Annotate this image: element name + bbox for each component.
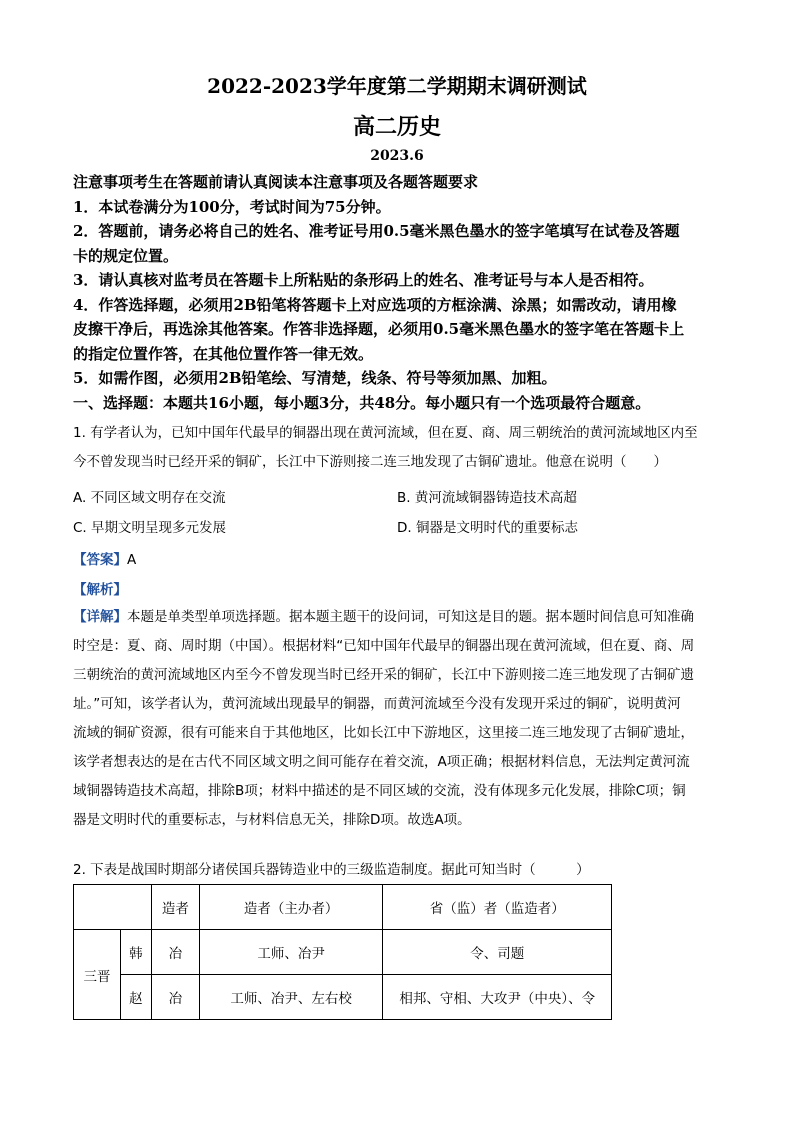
table-cell-host: 工师、冶尹、左右校 <box>199 975 383 1020</box>
exam-title: 2022-2023学年度第二学期期末调研测试 <box>207 74 587 98</box>
table-cell-state: 韩 <box>120 930 151 975</box>
table-cell-maker: 冶 <box>151 975 199 1020</box>
option-a: A. 不同区域文明存在交流 <box>73 490 226 506</box>
table-corner-cell <box>74 885 152 930</box>
table-row <box>74 975 612 1020</box>
notice-line: 卡的规定位置。 <box>73 246 179 265</box>
table-cell-host: 工师、冶尹 <box>199 930 383 975</box>
option-d: D. 铜器是文明时代的重要标志 <box>397 520 578 536</box>
table-header-row <box>74 885 612 930</box>
notice-line: 注意事项考生在答题前请认真阅读本注意事项及各题答题要求 <box>73 173 479 191</box>
exam-date: 2023.6 <box>370 148 424 164</box>
detail-line: 该学者想表达的是在古代不同区域文明之间可能存在着交流，A项正确；根据材料信息，无法判定黄河流 <box>73 754 690 770</box>
notice-line: 5．如需作图，必须用2B铅笔绘、写清楚，线条、符号等须加黑、加粗。 <box>73 369 557 387</box>
table-header-cell: 造者（主办者） <box>199 885 383 930</box>
notice-line: 3．请认真核对监考员在答题卡上所粘贴的条形码上的姓名、准考证号与本人是否相符。 <box>73 271 654 289</box>
detail-text: 本题是单类型单项选择题。据本题主题干的设问词，可知这是目的题。据本题时间信息可知准确 <box>127 609 694 625</box>
exam-subject: 高二历史 <box>352 114 441 140</box>
table-row <box>74 930 612 975</box>
answer-value: A <box>127 552 137 568</box>
notice-section <box>73 170 723 415</box>
analysis-row <box>73 578 127 598</box>
question-2-stem: 2. 下表是战国时期部分诸侯国兵器铸造业中的三级监造制度。据此可知当时（ ） <box>73 862 590 878</box>
answer-row <box>73 548 136 568</box>
detail-line: 流域的铜矿资源，很有可能来自于其他地区，比如长江中下游地区，这里接二连三地发现了古铜矿遗址， <box>73 725 694 741</box>
table-cell-supervisor: 相邦、守相、大攻尹（中央）、令 <box>383 975 612 1020</box>
question-line: 今不曾发现当时已经开采的铜矿，长江中下游则接二连三地发现了古铜矿遗址。他意在说明（ ） <box>73 454 667 470</box>
detail-line: 三朝统治的黄河流域地区内至今不曾发现当时已经开采的铜矿，长江中下游则接二连三地发现了古铜矿遗 <box>73 667 694 683</box>
option-b: B. 黄河流域铜器铸造技术高超 <box>397 490 577 506</box>
notice-line: 的指定位置作答，在其他位置作答一律无效。 <box>73 344 374 363</box>
question-line: 1. 有学者认为，已知中国年代最早的铜器出现在黄河流域，但在夏、商、周三朝统治的黄河流域地区内至 <box>73 425 698 441</box>
analysis-label: 【解析】 <box>73 582 127 598</box>
question-1-stem <box>73 419 723 477</box>
notice-line: 皮擦干净后，再选涂其他答案。作答非选择题，必须用0.5毫米黑色墨水的签字笔在答题卡上 <box>73 320 685 338</box>
section-heading: 一、选择题：本题共16小题，每小题3分，共48分。每小题只有一个选项最符合题意。 <box>73 393 651 412</box>
table-cell-supervisor: 令、司题 <box>383 930 612 975</box>
option-c: C. 早期文明呈现多元发展 <box>73 520 227 536</box>
supervision-table <box>73 884 612 1020</box>
detail-line: 域铜器铸造技术高超，排除B项；材料中描述的是不同区域的交流，没有体现多元化发展，排除C项；铜 <box>73 783 686 799</box>
detail-line <box>73 603 723 632</box>
table-header-cell: 省（监）者（监造者） <box>383 885 612 930</box>
table-cell-maker: 冶 <box>151 930 199 975</box>
detail-label: 【详解】 <box>73 609 127 625</box>
notice-line: 1．本试卷满分为100分，考试时间为75分钟。 <box>73 197 391 216</box>
detail-line: 址。”可知，该学者认为，黄河流域出现最早的铜器，而黄河流域至今没有发现开采过的铜矿，说明黄河 <box>73 696 681 712</box>
notice-line: 4．作答选择题，必须用2B铅笔将答题卡上对应选项的方框涂满、涂黑；如需改动，请用橡 <box>73 295 677 314</box>
detail-line: 器是文明时代的重要标志，与材料信息无关，排除D项。故选A项。 <box>73 812 471 828</box>
table-cell-state: 赵 <box>120 975 151 1020</box>
detail-line: 时空是：夏、商、周时期（中国）。根据材料“已知中国年代最早的铜器出现在黄河流域，但在夏、商、周 <box>73 638 695 654</box>
notice-line: 2．答题前，请务必将自己的姓名、准考证号用0.5毫米黑色墨水的签字笔填写在试卷及答题 <box>73 222 680 240</box>
answer-label: 【答案】 <box>73 552 127 568</box>
table-header-cell: 造者 <box>151 885 199 930</box>
table-group-cell: 三晋 <box>74 930 121 1020</box>
detail-section <box>73 603 723 835</box>
